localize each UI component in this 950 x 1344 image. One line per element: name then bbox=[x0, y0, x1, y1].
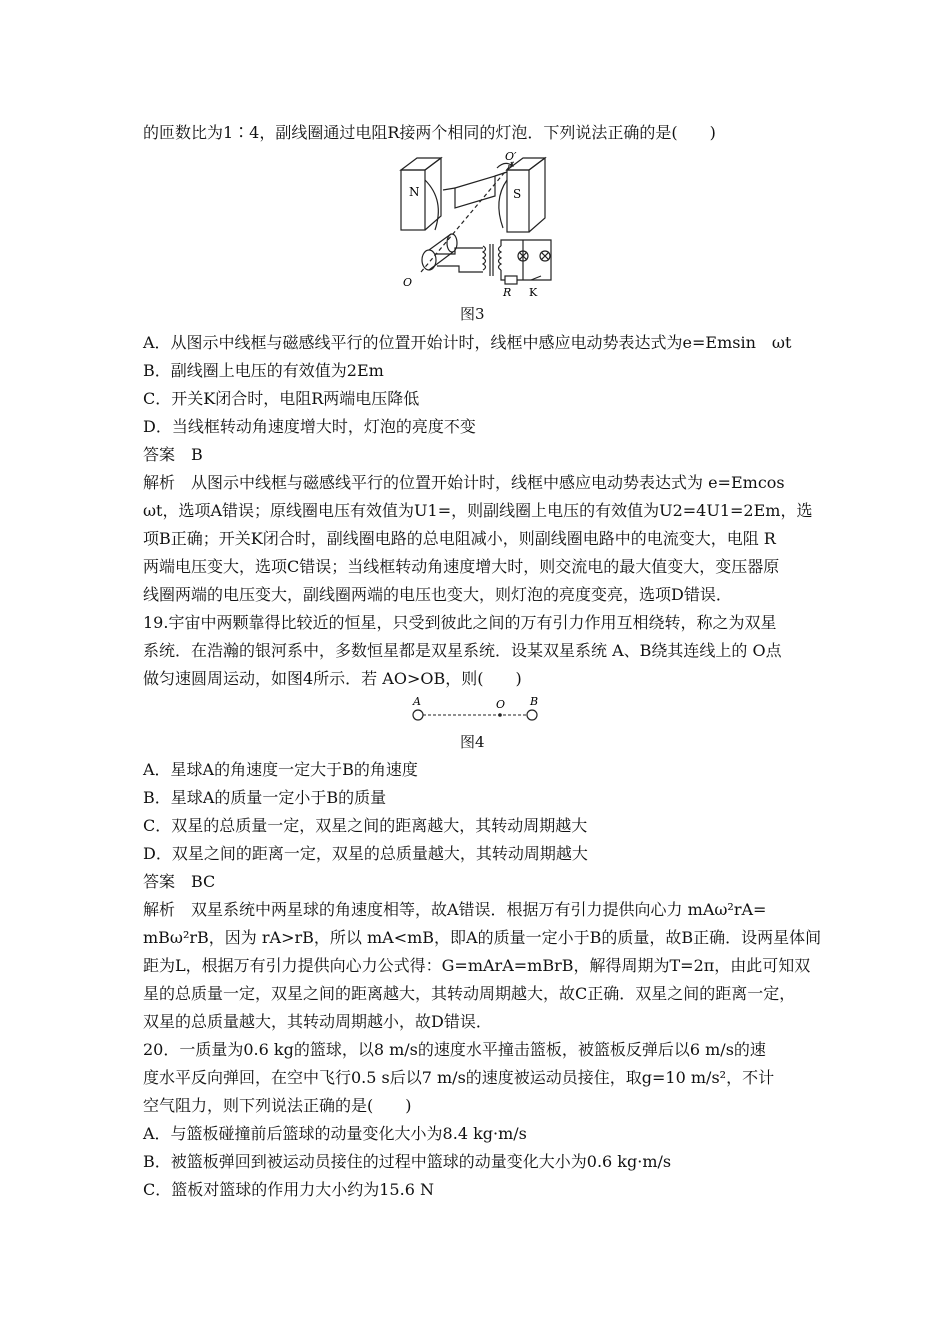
analysis-18-line-5: 线圈两端的电压变大，副线圈两端的电压也变大，则灯泡的亮度变亮，选项D错误． bbox=[143, 585, 732, 604]
option-20-A: A．与篮板碰撞前后篮球的动量变化大小为8.4 kg·m/s bbox=[143, 1124, 527, 1143]
option-18-B: B．副线圈上电压的有效值为2Em bbox=[143, 361, 384, 380]
question-19-line-1: 19.宇宙中两颗靠得比较近的恒星，只受到彼此之间的万有引力作用互相绕转，称之为双星 bbox=[143, 613, 777, 632]
axis-O-prime-label: O′ bbox=[505, 150, 517, 163]
star-B-circle bbox=[527, 710, 537, 720]
magnet-S-label: S bbox=[513, 187, 522, 201]
axis-O-label: O bbox=[403, 276, 413, 289]
question-19-line-3: 做匀速圆周运动，如图4所示．若 AO>OB，则( ) bbox=[143, 669, 522, 688]
option-19-A: A．星球A的角速度一定大于B的角速度 bbox=[143, 760, 418, 779]
question-19-line-2: 系统．在浩瀚的银河系中，多数恒星都是双星系统．设某双星系统 A、B绕其连线上的 O点 bbox=[143, 641, 782, 660]
star-A-label: A bbox=[413, 695, 421, 708]
analysis-19-line-2: mBω²rB，因为 rA>rB，所以 mA<mB，即A的质量一定小于B的质量，故B正确．设两星体间 bbox=[143, 928, 822, 947]
center-O-label: O bbox=[496, 698, 506, 711]
figure-3-caption: 图3 bbox=[460, 305, 485, 323]
option-19-C: C．双星的总质量一定，双星之间的距离越大，其转动周期越大 bbox=[143, 816, 588, 835]
question-18-stem-end: 的匝数比为1∶4，副线圈通过电阻R接两个相同的灯泡．下列说法正确的是( ) bbox=[143, 123, 716, 142]
star-A-circle bbox=[413, 710, 423, 720]
question-20-line-3: 空气阻力，则下列说法正确的是( ) bbox=[143, 1096, 412, 1115]
analysis-19-line-1: 解析 双星系统中两星球的角速度相等，故A错误．根据万有引力提供向心力 mAω²rA= bbox=[143, 900, 767, 919]
figure-4-binary-star-diagram bbox=[405, 695, 545, 725]
star-B-label: B bbox=[530, 695, 539, 708]
resistor-R-label: R bbox=[503, 286, 512, 298]
option-20-C: C．篮板对篮球的作用力大小约为15.6 N bbox=[143, 1180, 434, 1199]
analysis-18-line-2: ωt，选项A错误；原线圈电压有效值为U1=，则副线圈上电压的有效值为U2=4U1=2Em，选 bbox=[143, 501, 813, 520]
analysis-19-line-3: 距为L，根据万有引力提供向心力公式得：G=mArA=mBrB，解得周期为T=2π，由此可知双 bbox=[143, 956, 811, 975]
option-18-D: D．当线框转动角速度增大时，灯泡的亮度不变 bbox=[143, 417, 476, 436]
option-18-A: A．从图示中线框与磁感线平行的位置开始计时，线框中感应电动势表达式为e=Emsin ωt bbox=[143, 333, 792, 352]
analysis-19-line-5: 双星的总质量越大，其转动周期越小，故D错误． bbox=[143, 1012, 492, 1031]
option-19-D: D．双星之间的距离一定，双星的总质量越大，其转动周期越大 bbox=[143, 844, 588, 863]
analysis-18-line-1: 解析 从图示中线框与磁感线平行的位置开始计时，线框中感应电动势表达式为 e=Emcos bbox=[143, 473, 785, 492]
answer-18: 答案 B bbox=[143, 445, 203, 464]
switch-K-label: K bbox=[529, 286, 538, 298]
analysis-19-line-4: 星的总质量一定，双星之间的距离越大，其转动周期越大，故C正确．双星之间的距离一定， bbox=[143, 984, 796, 1003]
answer-19: 答案 BC bbox=[143, 872, 216, 891]
magnet-N-label: N bbox=[409, 185, 420, 199]
figure-3-generator-diagram bbox=[395, 150, 565, 298]
option-18-C: C．开关K闭合时，电阻R两端电压降低 bbox=[143, 389, 420, 408]
question-20-line-2: 度水平反向弹回，在空中飞行0.5 s后以7 m/s的速度被运动员接住，取g=10 m/s²，不计 bbox=[143, 1068, 775, 1087]
option-20-B: B．被篮板弹回到被运动员接住的过程中篮球的动量变化大小为0.6 kg·m/s bbox=[143, 1152, 672, 1171]
question-20-line-1: 20．一质量为0.6 kg的篮球，以8 m/s的速度水平撞击篮板，被篮板反弹后以6 m/s的速 bbox=[143, 1040, 766, 1059]
analysis-18-line-3: 项B正确；开关K闭合时，副线圈电路的总电阻减小，则副线圈电路中的电流变大，电阻 R bbox=[143, 529, 776, 548]
figure-4-caption: 图4 bbox=[460, 733, 485, 751]
analysis-18-line-4: 两端电压变大，选项C错误；当线框转动角速度增大时，则交流电的最大值变大，变压器原 bbox=[143, 557, 780, 576]
option-19-B: B．星球A的质量一定小于B的质量 bbox=[143, 788, 387, 807]
center-O-dot bbox=[498, 713, 502, 717]
